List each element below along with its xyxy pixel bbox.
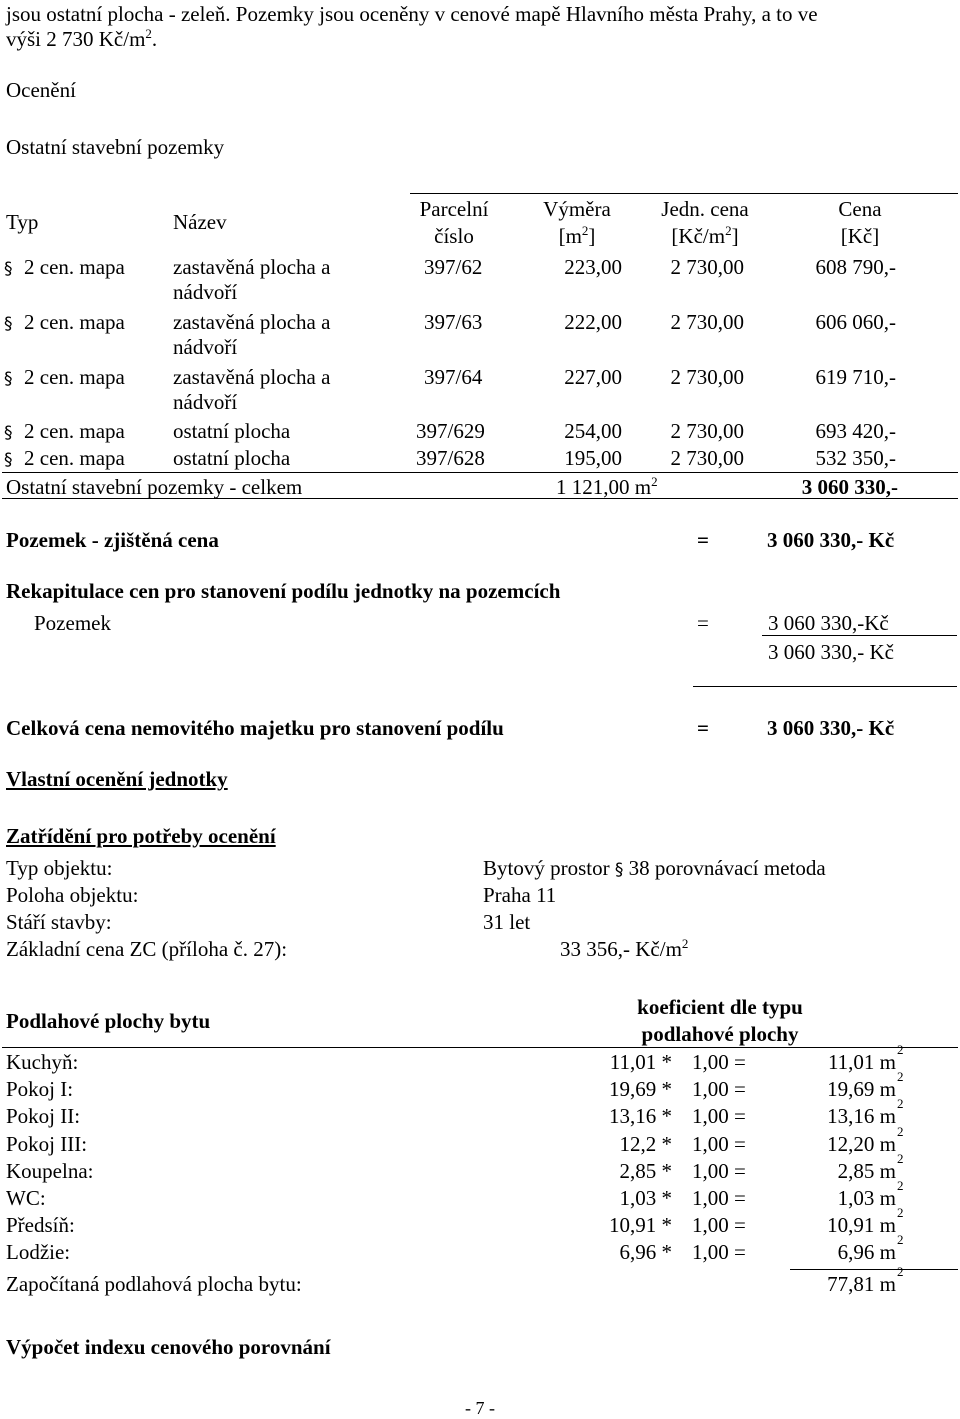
vlastni-heading: Vlastní ocenění jednotky — [6, 767, 228, 791]
floor-header-rule — [2, 1047, 958, 1048]
row-vymera: 227,00 — [564, 365, 622, 389]
floor-total-value: 77,81 m — [827, 1272, 896, 1296]
rekap-item-value: 3 060 330,-Kč — [768, 611, 889, 635]
rekap-sum-value: 3 060 330,- Kč — [768, 640, 894, 664]
row-parcel: 397/64 — [424, 365, 483, 389]
floor-row-label: Pokoj III: — [6, 1131, 88, 1156]
col-header-jedn-cena: Jedn. cena — [661, 197, 749, 221]
floor-row-result: 2,85 m — [837, 1158, 896, 1183]
floor-row-coef: 1,00 = — [692, 1186, 746, 1210]
row-nazev: zastavěná plocha a — [173, 365, 331, 389]
floor-row-sup: 2 — [897, 1096, 904, 1112]
table-rule — [2, 472, 958, 473]
floor-row-coef: 1,00 = — [692, 1213, 746, 1238]
floor-row-coef: 1,00 = — [692, 1050, 746, 1074]
floor-row-sup: 2 — [897, 1042, 904, 1057]
col-header-cena-unit: [Kč] — [840, 224, 880, 248]
stari-label: Stáří stavby: — [6, 910, 112, 934]
row-jedn: 2 730,00 — [670, 365, 744, 389]
rekap-item-eq: = — [697, 611, 709, 635]
row-typ: 2 cen. mapa — [24, 255, 125, 279]
total-label: Ostatní stavební pozemky - celkem — [6, 475, 303, 499]
row-jedn: 2 730,00 — [670, 255, 744, 279]
rekap-heading: Rekapitulace cen pro stanovení podílu jednotky na pozemcích — [6, 579, 561, 603]
floor-row-coef: 1,00 = — [692, 1077, 746, 1102]
coef-header-2: podlahové plochy — [641, 1022, 799, 1046]
floor-row-sup: 2 — [897, 1123, 904, 1139]
floor-row-result: 1,03 m — [837, 1186, 896, 1210]
floor-row-sup: 2 — [897, 1178, 904, 1193]
floor-row-area: 12,2 * — [619, 1131, 672, 1156]
floor-row-result: 19,69 m — [827, 1077, 896, 1102]
col-header-jedn-unit: $[Kč/m^2]$ — [671, 223, 739, 248]
row-parcel: 397/629 — [416, 419, 485, 443]
poloha-label: Poloha objektu: — [6, 883, 139, 907]
floor-row-area: 11,01 * — [609, 1050, 672, 1074]
row-vymera: 195,00 — [564, 446, 622, 470]
col-header-cena: Cena — [838, 197, 882, 221]
rekap-rule — [762, 635, 957, 636]
floor-row-label: Předsíň: — [6, 1213, 75, 1238]
poloha-value: Praha 11 — [483, 883, 557, 907]
pozemek-value: 3 060 330,- Kč — [767, 528, 895, 552]
pozemek-label: Pozemek - zjištěná cena — [6, 528, 219, 552]
floor-row-area: 10,91 * — [609, 1213, 672, 1238]
row-typ: 2 cen. mapa — [24, 365, 125, 389]
row-vymera: 223,00 — [564, 255, 622, 279]
floor-row-coef: 1,00 = — [692, 1131, 746, 1156]
floor-row-coef: 1,00 = — [692, 1158, 746, 1183]
floor-row-coef: 1,00 = — [692, 1104, 746, 1129]
floor-row-coef: 1,00 = — [692, 1240, 746, 1265]
stari-value: 31 let — [483, 910, 531, 934]
floor-row-label: WC: — [6, 1186, 46, 1210]
vypocet-heading: Výpočet indexu cenového porovnání — [6, 1335, 331, 1359]
floor-row-label: Pokoj II: — [6, 1104, 81, 1129]
floor-row-area: 6,96 * — [619, 1240, 672, 1265]
floor-row-sup: 2 — [897, 1069, 904, 1085]
col-header-typ: Typ — [6, 210, 39, 234]
floor-row-label: Kuchyň: — [6, 1050, 79, 1074]
celkova-value: 3 060 330,- Kč — [767, 716, 895, 740]
row-jedn: 2 730,00 — [670, 310, 744, 334]
floor-row-result: 6,96 m — [837, 1240, 896, 1265]
floor-row-label: Pokoj I: — [6, 1077, 74, 1102]
col-header-vymera: Výměra — [543, 197, 611, 221]
heading-oceneni: Ocenění — [6, 78, 76, 102]
paragraph-icon: § — [614, 860, 624, 880]
floor-total-label: Započítaná podlahová plocha bytu: — [6, 1272, 302, 1296]
floor-row-area: 19,69 * — [609, 1077, 672, 1102]
row-cena: 606 060,- — [815, 310, 896, 334]
paragraph-icon: § — [4, 259, 13, 279]
floor-heading: Podlahové plochy bytu — [6, 1009, 211, 1033]
floor-row-label: Lodžie: — [6, 1240, 71, 1265]
table-bottom-rule — [2, 498, 958, 499]
floor-row-sup: 2 — [897, 1150, 904, 1166]
intro-line-2: výši 2 730 $Kč/m^2$. — [6, 26, 158, 51]
row-vymera: 254,00 — [564, 419, 622, 443]
row-nazev-2: nádvoří — [173, 280, 238, 304]
rekap-item-label: Pozemek — [34, 611, 111, 635]
celkova-eq: = — [697, 716, 709, 740]
paragraph-icon: § — [4, 423, 13, 443]
row-cena: 532 350,- — [815, 446, 896, 470]
floor-row-area: 13,16 * — [609, 1104, 672, 1129]
floor-sum-rule — [790, 1269, 958, 1270]
col-header-vymera-unit: $[m^2]$ — [558, 223, 596, 248]
col-header-cislo: číslo — [434, 224, 474, 248]
typ-objektu-label: Typ objektu: — [6, 856, 113, 880]
row-typ: 2 cen. mapa — [24, 310, 125, 334]
total-area: 1 121,00 $m^2$ — [556, 474, 658, 499]
row-nazev: zastavěná plocha a — [173, 310, 331, 334]
row-jedn: 2 730,00 — [670, 446, 744, 470]
row-typ: 2 cen. mapa — [24, 419, 125, 443]
pozemek-eq: = — [697, 528, 709, 552]
row-parcel: 397/62 — [424, 255, 483, 279]
table-top-rule — [410, 193, 958, 194]
floor-row-result: 10,91 m — [827, 1213, 896, 1238]
rekap-bottom-rule — [693, 686, 957, 687]
row-typ: 2 cen. mapa — [24, 446, 125, 470]
typ-objektu-value: Bytový prostor § 38 porovnávací metoda — [483, 856, 826, 880]
row-nazev: ostatní plocha — [173, 446, 291, 470]
page-number: - 7 - — [465, 1398, 495, 1418]
floor-row-result: 13,16 m — [827, 1104, 896, 1129]
row-cena: 693 420,- — [815, 419, 896, 443]
floor-row-area: 2,85 * — [619, 1158, 672, 1183]
row-cena: 608 790,- — [815, 255, 896, 279]
floor-row-result: 11,01 m — [827, 1050, 896, 1074]
paragraph-icon: § — [4, 314, 13, 334]
zc-label: Základní cena ZC (příloha č. 27): — [6, 937, 288, 961]
total-price: 3 060 330,- — [801, 475, 898, 499]
col-header-nazev: Název — [173, 210, 227, 234]
zatrideni-heading: Zatřídění pro potřeby ocenění — [6, 824, 276, 848]
paragraph-icon: § — [4, 369, 13, 389]
coef-header-1: koeficient dle typu — [637, 995, 803, 1019]
row-nazev: zastavěná plocha a — [173, 255, 331, 279]
row-nazev-2: nádvoří — [173, 335, 238, 359]
floor-row-sup: 2 — [897, 1205, 904, 1221]
floor-row-result: 12,20 m — [827, 1131, 896, 1156]
row-nazev-2: nádvoří — [173, 390, 238, 414]
row-jedn: 2 730,00 — [670, 419, 744, 443]
floor-row-sup: 2 — [897, 1232, 904, 1248]
floor-row-area: 1,03 * — [619, 1186, 672, 1210]
col-header-parcelni: Parcelní — [419, 197, 489, 221]
paragraph-icon: § — [4, 450, 13, 470]
row-parcel: 397/628 — [416, 446, 485, 470]
row-parcel: 397/63 — [424, 310, 483, 334]
row-vymera: 222,00 — [564, 310, 622, 334]
heading-ostatni-pozemky: Ostatní stavební pozemky — [6, 135, 225, 159]
row-cena: 619 710,- — [815, 365, 896, 389]
celkova-label: Celková cena nemovitého majetku pro stanovení podílu — [6, 716, 504, 740]
floor-row-label: Koupelna: — [6, 1158, 94, 1183]
row-nazev: ostatní plocha — [173, 419, 291, 443]
floor-total-sup: 2 — [897, 1264, 904, 1279]
zc-value: 33 356,- $Kč/m^2$ — [560, 936, 689, 961]
intro-line-1: jsou ostatní plocha - zeleň. Pozemky jsou oceněny v cenové mapě Hlavního města Prahy, a to ve — [6, 2, 818, 26]
